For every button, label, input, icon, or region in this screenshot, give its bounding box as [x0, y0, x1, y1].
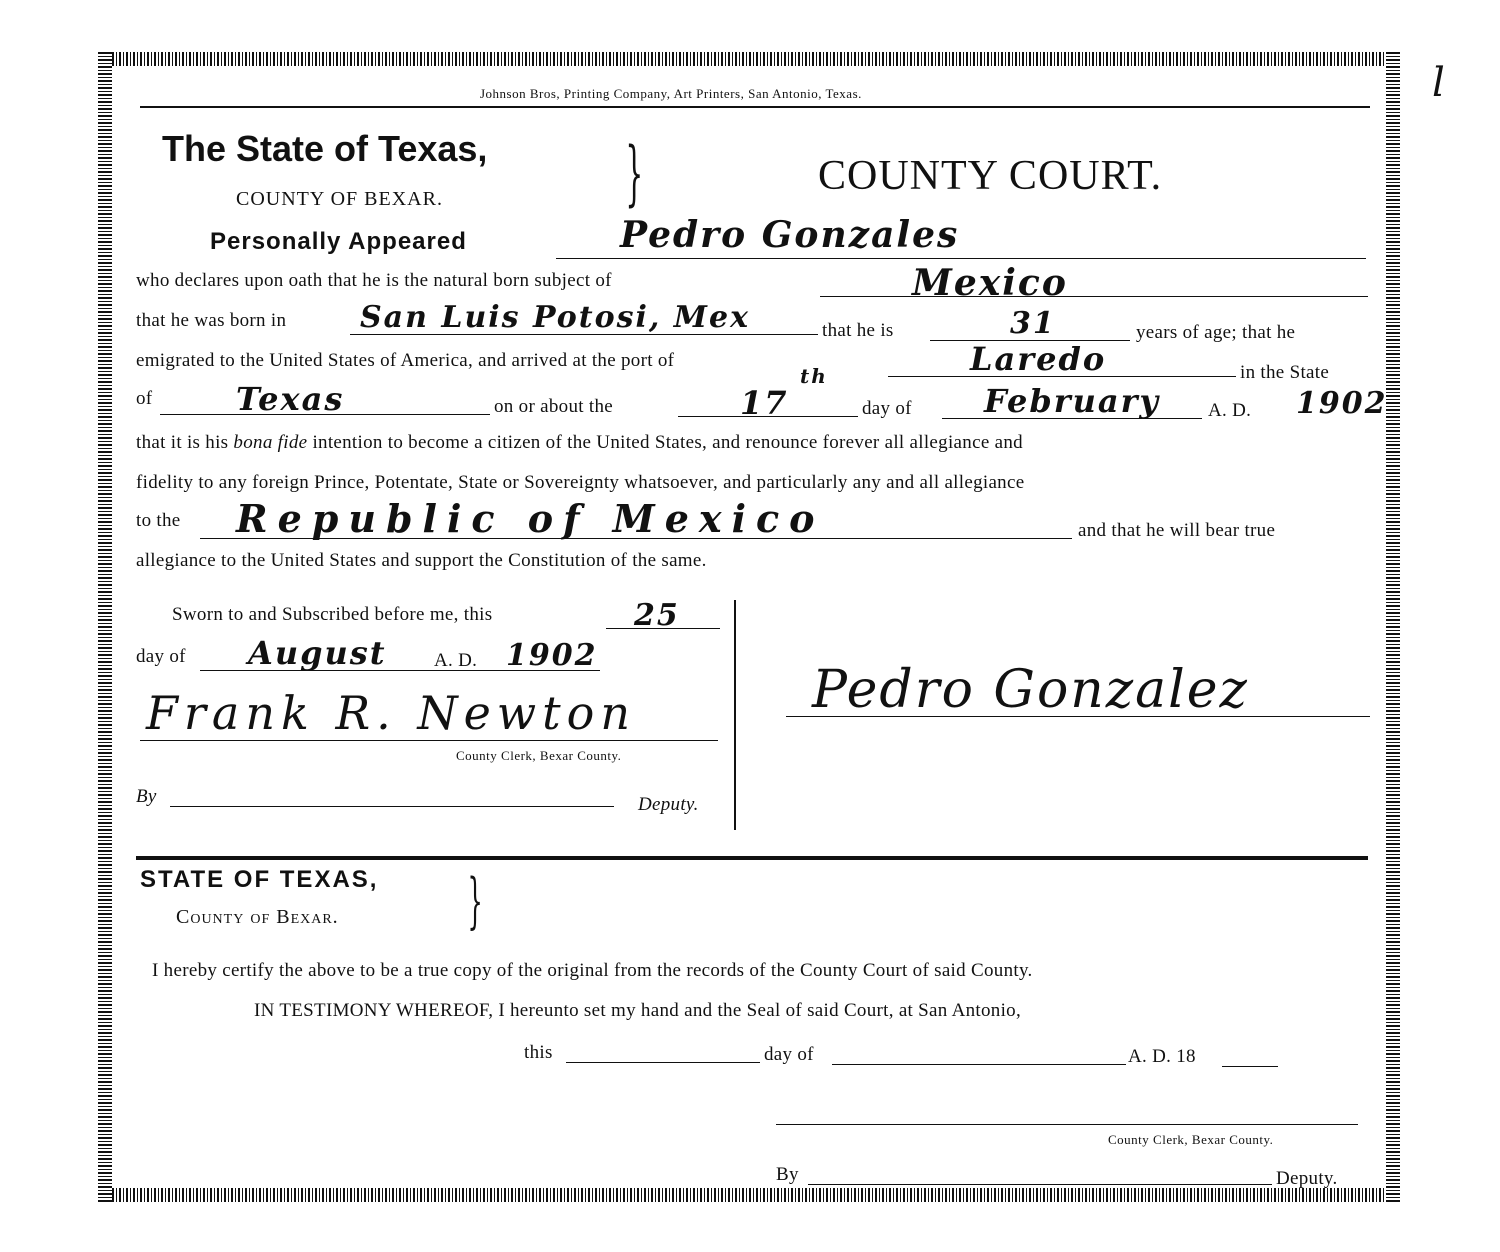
clerk-signature: Frank R. Newton — [146, 686, 636, 740]
port-value: Laredo — [970, 340, 1107, 378]
appeared-label: Personally Appeared — [210, 228, 467, 255]
sworn-day-of-text: day of — [136, 646, 186, 667]
section-divider — [136, 856, 1368, 860]
county-title: COUNTY OF BEXAR. — [236, 188, 443, 210]
cert-this: this — [524, 1042, 553, 1063]
clerk-signature-line — [140, 740, 718, 741]
fidelity-text: fidelity to any foreign Prince, Potentate, State or Sovereignty whatsoever, and particularly any and all allegiance — [136, 472, 1025, 493]
born-in-text: that he was born in — [136, 310, 287, 331]
on-or-about-text: on or about the — [494, 396, 614, 417]
applicant-signature: Pedro Gonzalez — [812, 660, 1249, 720]
bona-fide-post: intention to become a citizen of the United States, and renounce forever all allegiance and — [312, 432, 1023, 453]
month-value: February — [984, 382, 1161, 420]
cert-deputy-line — [808, 1184, 1272, 1185]
border-right — [1386, 52, 1400, 1202]
by-label: By — [136, 786, 157, 807]
sworn-brace-rule — [734, 600, 736, 830]
border-bottom — [98, 1188, 1400, 1202]
cert-county: County of Bexar. — [176, 906, 339, 928]
day-of-text: day of — [862, 398, 912, 419]
cert-brace: } — [467, 866, 483, 936]
country-line — [820, 296, 1368, 297]
header-brace: } — [625, 132, 644, 214]
cert-clerk-title: County Clerk, Bexar County. — [1108, 1132, 1274, 1147]
allegiance-text: allegiance to the United States and support the Constitution of the same. — [136, 550, 707, 571]
deputy-label: Deputy. — [638, 794, 699, 815]
sworn-ad-text: A. D. — [434, 650, 478, 671]
emigrated-text: emigrated to the United States of America, and arrived at the port of — [136, 350, 675, 371]
republic-value: Republic of Mexico — [236, 496, 825, 541]
sworn-month-value: August — [248, 634, 387, 672]
cert-day-of: day of — [764, 1044, 814, 1065]
applicant-name: Pedro Gonzales — [620, 214, 960, 256]
cert-day-line — [566, 1062, 760, 1063]
sworn-day-value: 25 — [634, 598, 680, 633]
declares-text: who declares upon oath that he is the natural born subject of — [136, 270, 612, 291]
header-rule — [140, 106, 1370, 108]
to-the-text: to the — [136, 510, 181, 531]
that-he-is-text: that he is — [822, 320, 894, 341]
name-line — [556, 258, 1366, 259]
bona-fide-pre: that it is his — [136, 432, 229, 453]
border-left — [98, 52, 112, 1202]
corner-mark: l — [1432, 60, 1447, 106]
cert-by-label: By — [776, 1164, 799, 1185]
day-suffix: th — [800, 364, 828, 388]
cert-deputy-label: Deputy. — [1276, 1168, 1338, 1189]
year-value: 1902 — [1296, 386, 1388, 421]
bear-true-text: and that he will bear true — [1078, 520, 1276, 541]
ad-text: A. D. — [1208, 400, 1252, 421]
testimony-text: IN TESTIMONY WHEREOF, I hereunto set my hand and the Seal of said Court, at San Antonio, — [254, 1000, 1022, 1021]
years-of-age-text: years of age; that he — [1136, 322, 1296, 343]
clerk-title: County Clerk, Bexar County. — [456, 748, 622, 763]
cert-state: STATE OF TEXAS, — [140, 866, 379, 893]
day-value: 17 — [740, 384, 789, 422]
cert-year-line — [1222, 1066, 1278, 1067]
border-top — [98, 52, 1400, 66]
state-value: Texas — [236, 380, 345, 418]
birthplace-value: San Luis Potosi, Mex — [360, 300, 750, 335]
bona-fide-line — [136, 432, 1023, 454]
bona-fide-italic: bona fide — [233, 432, 308, 453]
in-the-state-text: in the State — [1240, 362, 1330, 383]
cert-ad: A. D. 18 — [1128, 1046, 1196, 1067]
deputy-line — [170, 806, 614, 807]
cert-month-line — [832, 1064, 1126, 1065]
state-title: The State of Texas, — [162, 128, 488, 169]
sworn-text: Sworn to and Subscribed before me, this — [172, 604, 493, 625]
court-title: COUNTY COURT. — [818, 153, 1163, 199]
certify-text: I hereby certify the above to be a true copy of the original from the records of the County Court of said County. — [152, 960, 1033, 981]
cert-clerk-line — [776, 1124, 1358, 1125]
age-value: 31 — [1010, 306, 1056, 341]
country-value: Mexico — [912, 262, 1068, 304]
sworn-year-value: 1902 — [506, 638, 598, 673]
of-text: of — [136, 388, 153, 409]
printer-credit: Johnson Bros, Printing Company, Art Printers, San Antonio, Texas. — [480, 86, 862, 101]
